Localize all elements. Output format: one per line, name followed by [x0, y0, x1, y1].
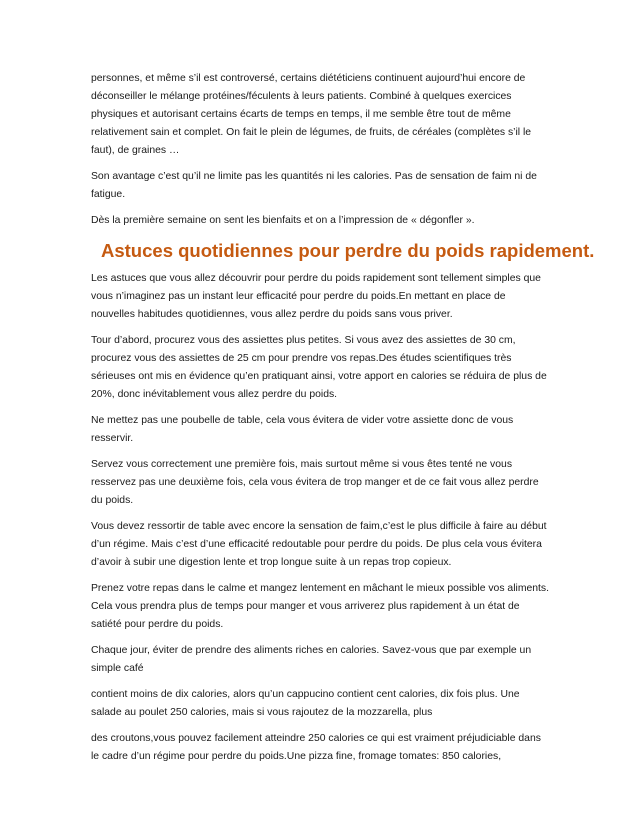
paragraph-advantage: Son avantage c’est qu’il ne limite pas les quantités ni les calories. Pas de sensation de faim ni de fatigue.: [91, 171, 537, 200]
document-body: [91, 70, 595, 774]
section-heading: Astuces quotidiennes pour perdre du poids rapidement.: [101, 240, 595, 261]
paragraph-intro: personnes, et même s’il est controversé, certains diététiciens continuent aujourd’hui encore de déconseiller le mélange protéines/féculents à leurs patients. Combiné à quelques exercices physiques et autorisant certains écarts de temps en temps, il me semble être tout de même relativement sain et complet. On fait le plein de légumes, de fruits, de céréales (complètes s’il le faut), de graines …: [91, 73, 532, 156]
paragraph-cappucino: contient moins de dix calories, alors qu’un cappucino contient cent calories, dix fois plus. Une salade au poulet 250 calories, mais si vous rajoutez de la mozzarella, plus: [91, 689, 520, 718]
paragraph-croutons: des croutons,vous pouvez facilement atteindre 250 calories ce qui est vraiment préjudiciable dans le cadre d’un régime pour perdre du poids.Une pizza fine, fromage tomates: 850 calories,: [91, 733, 541, 762]
paragraph-tips-intro: Les astuces que vous allez découvrir pour perdre du poids rapidement sont tellement simples que vous n’imaginez pas un instant leur efficacité pour perdre du poids.En mettant en place de nouvelles habitudes quotidiennes, vous allez perdre du poids sans vous priver.: [91, 273, 541, 320]
paragraph-first-week: Dès la première semaine on sent les bienfaits et on a l’impression de « dégonfler ».: [91, 215, 475, 226]
paragraph-serve-once: Servez vous correctement une première fois, mais surtout même si vous êtes tenté ne vous resservez pas une deuxième fois, cela vous évitera de trop manger et de ce fait vous allez perdre du poids.: [91, 459, 539, 506]
paragraph-no-bin: Ne mettez pas une poubelle de table, cela vous évitera de vider votre assiette donc de vous resservir.: [91, 415, 514, 444]
paragraph-small-plates: Tour d’abord, procurez vous des assiettes plus petites. Si vous avez des assiettes de 30 cm, procurez vous des assiettes de 25 cm pour prendre vos repas.Des études scientifiques très sérieuses ont mis en évidence qu’en pratiquant ainsi, votre apport en calories se réduira de plus de 20%, donc inévitablement vous allez perdre du poids.: [91, 335, 547, 400]
paragraph-leave-hungry: Vous devez ressortir de table avec encore la sensation de faim,c’est le plus difficile à faire au début d’un régime. Mais c’est d’une efficacité redoutable pour perdre du poids. De plus cela vous évitera d’avoir à subir une digestion lente et trop longue suite à un repas trop copieux.: [91, 521, 547, 568]
paragraph-eat-slowly: Prenez votre repas dans le calme et mangez lentement en mâchant le mieux possible vos aliments. Cela vous prendra plus de temps pour manger et vous arriverez plus rapidement à un état de satiété pour perdre du poids.: [91, 583, 549, 630]
paragraph-avoid-calories: Chaque jour, éviter de prendre des aliments riches en calories. Savez-vous que par exemple un simple café: [91, 645, 532, 674]
